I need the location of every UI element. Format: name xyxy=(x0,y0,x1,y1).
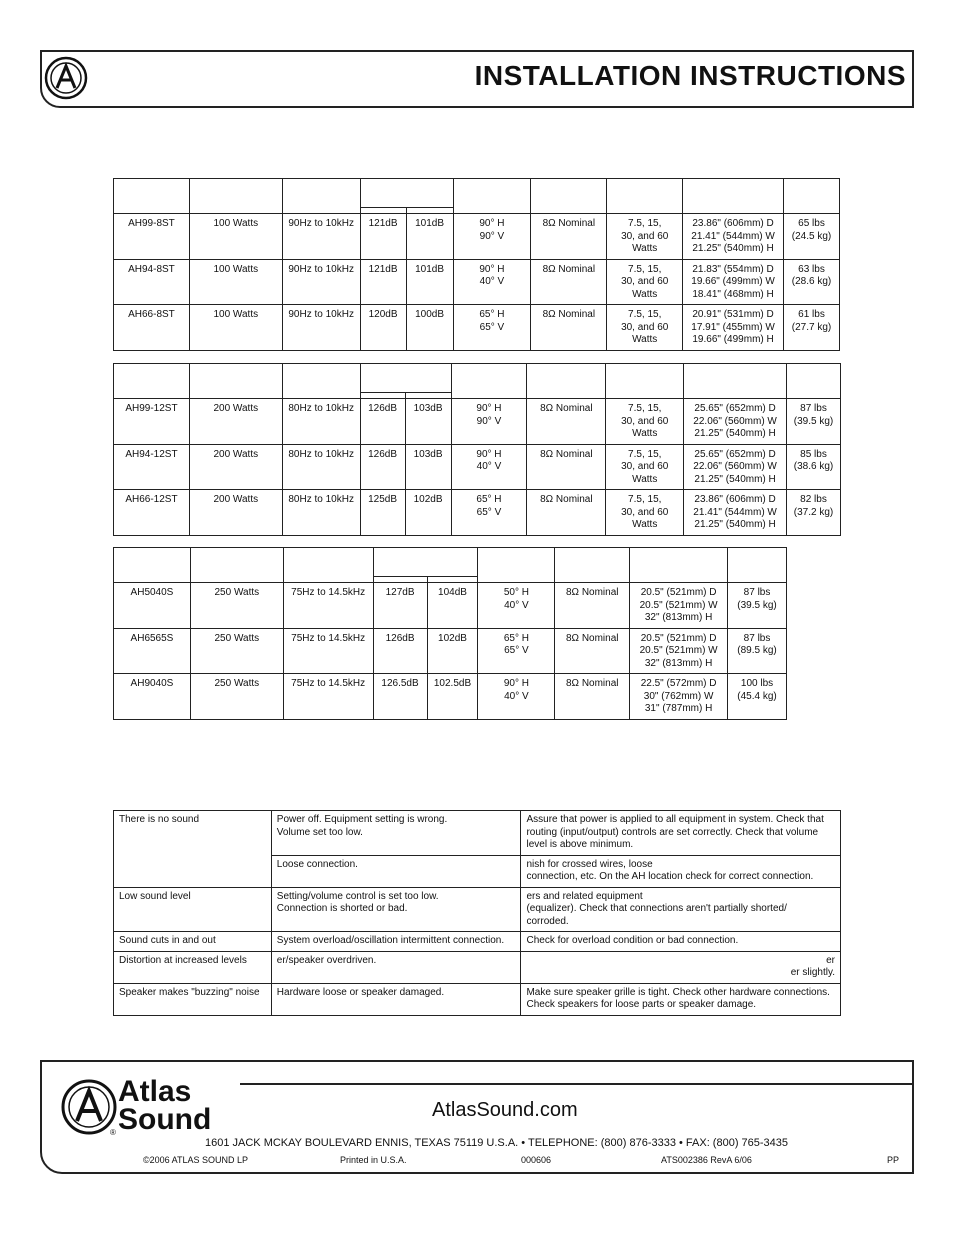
table-cell: 7.5, 15, 30, and 60 Watts xyxy=(607,305,683,351)
table-cell: 126.5dB xyxy=(373,674,427,720)
symptom-cell: Speaker makes "buzzing" noise xyxy=(114,983,272,1015)
symptom-cell: There is no sound xyxy=(114,811,272,888)
table-cell: 126dB xyxy=(360,444,405,490)
table-cell: 121dB xyxy=(360,259,406,305)
cause-cell: Setting/volume control is set too low. Connection is shorted or bad. xyxy=(271,887,521,932)
table-cell: AH66-8ST xyxy=(114,305,190,351)
table-cell: 80Hz to 10kHz xyxy=(282,490,360,536)
troubleshooting-row xyxy=(114,932,841,952)
table-cell: 100dB xyxy=(406,305,453,351)
table-cell: 80Hz to 10kHz xyxy=(282,444,360,490)
table-cell: 90Hz to 10kHz xyxy=(282,259,360,305)
table-row xyxy=(114,399,841,445)
table-cell: 8Ω Nominal xyxy=(555,674,630,720)
company-address: 1601 JACK MCKAY BOULEVARD ENNIS, TEXAS 75119 U.S.A. • TELEPHONE: (800) 876-3333 • FAX: (800) 765-3435 xyxy=(205,1137,789,1149)
table-row xyxy=(114,674,787,720)
troubleshooting-row xyxy=(114,887,841,932)
table-cell: 126dB xyxy=(360,399,405,445)
table-cell: 90Hz to 10kHz xyxy=(282,305,360,351)
table-cell: 101dB xyxy=(406,214,453,260)
table-cell: 104dB xyxy=(427,583,478,629)
table-cell: 87 lbs (39.5 kg) xyxy=(787,399,841,445)
table-cell: 61 lbs (27.7 kg) xyxy=(783,305,839,351)
remedy-cell: ers and related equipment (equalizer). Check that connections aren't partially shorted/ corroded. xyxy=(521,887,841,932)
table-cell: 21.83" (554mm) D 19.66" (499mm) W 18.41" (468mm) H xyxy=(683,259,784,305)
spec-table-12st xyxy=(113,363,841,536)
table-cell: AH99-12ST xyxy=(114,399,190,445)
table-cell: 87 lbs (39.5 kg) xyxy=(728,583,787,629)
table-cell: 90° H 40° V xyxy=(453,259,531,305)
table-cell: AH94-12ST xyxy=(114,444,190,490)
remedy-cell: Assure that power is applied to all equipment in system. Check that routing (input/output) controls are set correctly. Check that volume level is above minimum. xyxy=(521,811,841,856)
brand-line-sound: Sound xyxy=(118,1103,212,1136)
table-cell: 250 Watts xyxy=(190,628,283,674)
table-cell: 25.65" (652mm) D 22.06" (560mm) W 21.25" (540mm) H xyxy=(684,399,787,445)
table-cell: 65° H 65° V xyxy=(453,305,531,351)
table-cell: 250 Watts xyxy=(190,583,283,629)
table-cell: 80Hz to 10kHz xyxy=(282,399,360,445)
table-cell: 100 Watts xyxy=(189,259,282,305)
table-cell: 20.91" (531mm) D 17.91" (455mm) W 19.66" (499mm) H xyxy=(683,305,784,351)
table-cell: 22.5" (572mm) D 30" (762mm) W 31" (787mm) H xyxy=(630,674,728,720)
printed-text: Printed in U.S.A. xyxy=(340,1155,407,1165)
table-cell: AH66-12ST xyxy=(114,490,190,536)
table-cell: 8Ω Nominal xyxy=(531,259,607,305)
registered-mark: ® xyxy=(110,1128,116,1137)
cause-cell: er/speaker overdriven. xyxy=(271,951,521,983)
table-cell: 7.5, 15, 30, and 60 Watts xyxy=(606,399,684,445)
table-cell: 100 Watts xyxy=(189,305,282,351)
table-cell: 23.86" (606mm) D 21.41" (544mm) W 21.25" (540mm) H xyxy=(683,214,784,260)
table-cell: 65° H 65° V xyxy=(451,490,527,536)
table-header-row xyxy=(114,179,840,208)
symptom-cell: Sound cuts in and out xyxy=(114,932,272,952)
table-row xyxy=(114,259,840,305)
troubleshooting-row xyxy=(114,983,841,1015)
table-cell: 200 Watts xyxy=(189,490,282,536)
table-cell: 75Hz to 14.5kHz xyxy=(283,628,373,674)
table-cell: 20.5" (521mm) D 20.5" (521mm) W 32" (813mm) H xyxy=(630,628,728,674)
table-cell: 90° H 40° V xyxy=(478,674,555,720)
table-cell: 90° H 90° V xyxy=(453,214,531,260)
table-row xyxy=(114,444,841,490)
table-cell: 8Ω Nominal xyxy=(555,628,630,674)
table-cell: 8Ω Nominal xyxy=(527,399,606,445)
table-cell: 120dB xyxy=(360,305,406,351)
table-cell: 102dB xyxy=(427,628,478,674)
troubleshooting-row xyxy=(114,951,841,983)
document-number: ATS002386 RevA 6/06 xyxy=(661,1155,752,1165)
table-cell: 63 lbs (28.6 kg) xyxy=(783,259,839,305)
table-cell: 250 Watts xyxy=(190,674,283,720)
table-cell: 8Ω Nominal xyxy=(527,490,606,536)
table-cell: 65 lbs (24.5 kg) xyxy=(783,214,839,260)
table-row xyxy=(114,583,787,629)
table-cell: 103dB xyxy=(405,399,451,445)
table-cell: 7.5, 15, 30, and 60 Watts xyxy=(606,444,684,490)
remedy-cell: er er slightly. xyxy=(521,951,841,983)
table-cell: 7.5, 15, 30, and 60 Watts xyxy=(607,259,683,305)
table-cell: 90° H 40° V xyxy=(451,444,527,490)
table-row xyxy=(114,490,841,536)
cause-cell: Loose connection. xyxy=(271,855,521,887)
table-cell: 125dB xyxy=(360,490,405,536)
table-cell: 75Hz to 14.5kHz xyxy=(283,674,373,720)
table-cell: 8Ω Nominal xyxy=(527,444,606,490)
table-row xyxy=(114,628,787,674)
symptom-cell: Low sound level xyxy=(114,887,272,932)
table-cell: AH5040S xyxy=(114,583,191,629)
table-cell: 8Ω Nominal xyxy=(531,305,607,351)
symptom-cell: Distortion at increased levels xyxy=(114,951,272,983)
table-cell: 7.5, 15, 30, and 60 Watts xyxy=(607,214,683,260)
table-cell: 25.65" (652mm) D 22.06" (560mm) W 21.25" (540mm) H xyxy=(684,444,787,490)
remedy-cell: Make sure speaker grille is tight. Check other hardware connections. Check speakers for loose parts or speaker damage. xyxy=(521,983,841,1015)
cause-cell: Power off. Equipment setting is wrong. Volume set too low. xyxy=(271,811,521,856)
table-cell: 200 Watts xyxy=(189,399,282,445)
spec-table-8st xyxy=(113,178,840,351)
table-cell: 90Hz to 10kHz xyxy=(282,214,360,260)
table-cell: 127dB xyxy=(373,583,427,629)
page-title: INSTALLATION INSTRUCTIONS xyxy=(474,60,906,91)
atlas-logo-icon xyxy=(44,56,88,100)
table-header-row xyxy=(114,548,787,577)
table-cell: AH99-8ST xyxy=(114,214,190,260)
website-link[interactable]: AtlasSound.com xyxy=(432,1099,578,1121)
table-cell: 90° H 90° V xyxy=(451,399,527,445)
troubleshooting-table xyxy=(113,810,841,1016)
brand-wordmark xyxy=(118,1075,212,1136)
table-cell: 20.5" (521mm) D 20.5" (521mm) W 32" (813mm) H xyxy=(630,583,728,629)
remedy-cell: Check for overload condition or bad connection. xyxy=(521,932,841,952)
table-cell: 103dB xyxy=(405,444,451,490)
table-cell: 121dB xyxy=(360,214,406,260)
table-cell: 100 lbs (45.4 kg) xyxy=(728,674,787,720)
table-cell: 50° H 40° V xyxy=(478,583,555,629)
table-header-row xyxy=(114,364,841,393)
troubleshooting-row xyxy=(114,811,841,856)
table-cell: 75Hz to 14.5kHz xyxy=(283,583,373,629)
table-cell: 102dB xyxy=(405,490,451,536)
table-cell: 82 lbs (37.2 kg) xyxy=(787,490,841,536)
table-cell: AH9040S xyxy=(114,674,191,720)
footer-divider xyxy=(240,1083,912,1085)
table-cell: 65° H 65° V xyxy=(478,628,555,674)
table-cell: 23.86" (606mm) D 21.41" (544mm) W 21.25" (540mm) H xyxy=(684,490,787,536)
table-cell: 102.5dB xyxy=(427,674,478,720)
cause-cell: Hardware loose or speaker damaged. xyxy=(271,983,521,1015)
table-cell: 7.5, 15, 30, and 60 Watts xyxy=(606,490,684,536)
table-cell: 126dB xyxy=(373,628,427,674)
footer-suffix: PP xyxy=(887,1155,900,1165)
table-cell: 85 lbs (38.6 kg) xyxy=(787,444,841,490)
table-cell: 101dB xyxy=(406,259,453,305)
table-cell: AH6565S xyxy=(114,628,191,674)
copyright-text: ©2006 ATLAS SOUND LP xyxy=(143,1155,249,1165)
table-row xyxy=(114,305,840,351)
table-row xyxy=(114,214,840,260)
table-cell: 87 lbs (89.5 kg) xyxy=(728,628,787,674)
table-cell: 8Ω Nominal xyxy=(531,214,607,260)
table-cell: 100 Watts xyxy=(189,214,282,260)
table-cell: 200 Watts xyxy=(189,444,282,490)
date-code: 000606 xyxy=(521,1155,552,1165)
table-cell: 8Ω Nominal xyxy=(555,583,630,629)
table-cell: AH94-8ST xyxy=(114,259,190,305)
brand-line-atlas: Atlas xyxy=(118,1075,192,1108)
cause-cell: System overload/oscillation intermittent connection. xyxy=(271,932,521,952)
spec-table-ah-s xyxy=(113,547,787,720)
remedy-cell: nish for crossed wires, loose connection, etc. On the AH location check for correct connection. xyxy=(521,855,841,887)
